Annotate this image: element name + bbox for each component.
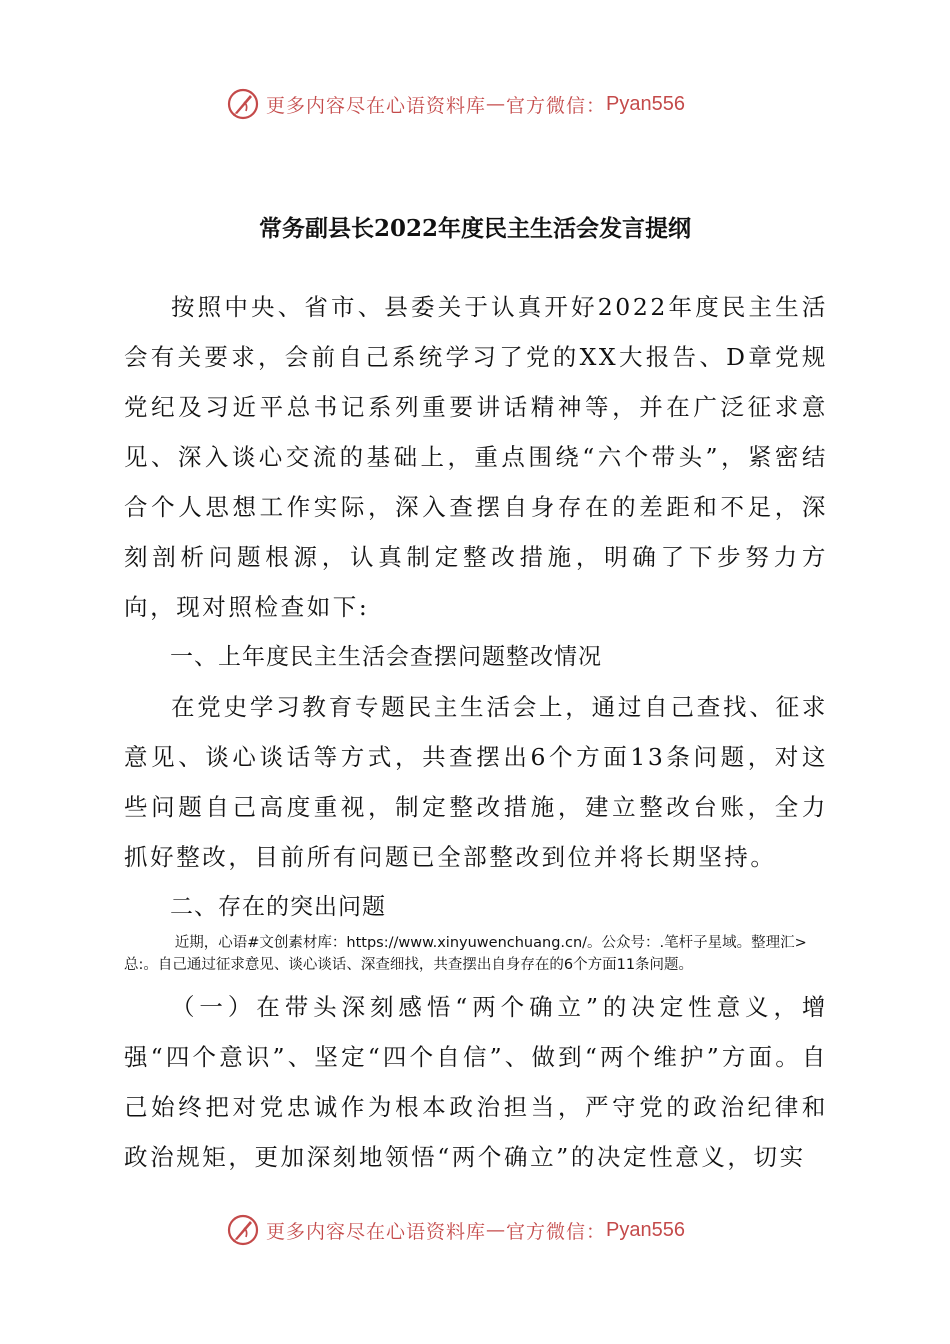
- intro-paragraph: 按照中央、省市、县委关于认真开好2022年度民主生活会有关要求，会前自己系统学习了党的XX大报告、D章党规党纪及习近平总书记系列重要讲话精神等，并在广泛征求意见、深入谈心交流的基础上，重点围绕“六个带头”，紧密结合个人思想工作实际，深入查摆自身存在的差距和不足，深刻剖析问题根源，认真制定整改措施，明确了下步努力方向，现对照检查如下:: [124, 293, 828, 621]
- banner-separator: —: [486, 93, 507, 115]
- section1-heading: 一、上年度民主生活会查摆问题整改情况: [170, 644, 602, 670]
- header-banner: [226, 84, 685, 124]
- document-body: [124, 282, 828, 1182]
- quill-pen-logo-icon: [226, 1213, 260, 1247]
- banner-text: 更多内容尽在心语资料库: [266, 1220, 487, 1243]
- section2-item1: （一）在带头深刻感悟“两个确立”的决定性意义，增强“四个意识”、坚定“四个自信”、做到“两个维护”方面。自己始终把对党忠诚作为根本政治担当，严守党的政治纪律和政治规矩，更加深刻地领悟“两个确立”的决定性意义，切实: [124, 993, 828, 1171]
- banner-text: 更多内容尽在心语资料库: [266, 94, 487, 117]
- banner-wechat-id: Pyan556: [606, 1218, 685, 1241]
- section2-note: 近期，心语#文创素材库：https://www.xinyuwenchuang.cn/。公众号：.笔杆子星域。整理汇>总:。自己通过征求意见、谈心谈话、深查细找，共查摆出自身存在的6个方面11条问题。: [124, 935, 807, 973]
- quill-pen-logo-icon: [226, 87, 260, 121]
- banner-separator: —: [486, 1219, 507, 1241]
- footer-banner: [226, 1210, 685, 1250]
- banner-wechat-label: 官方微信：: [506, 94, 607, 117]
- banner-wechat-label: 官方微信：: [506, 1220, 607, 1243]
- section1-paragraph: 在党史学习教育专题民主生活会上，通过自己查找、征求意见、谈心谈话等方式，共查摆出6个方面13条问题，对这些问题自己高度重视，制定整改措施，建立整改台账，全力抓好整改，目前所有问题已全部整改到位并将长期坚持。: [124, 693, 828, 871]
- banner-wechat-id: Pyan556: [606, 92, 685, 115]
- page-title: 常务副县长2022年度民主生活会发言提纲: [258, 215, 691, 242]
- section2-heading: 二、存在的突出问题: [170, 894, 386, 920]
